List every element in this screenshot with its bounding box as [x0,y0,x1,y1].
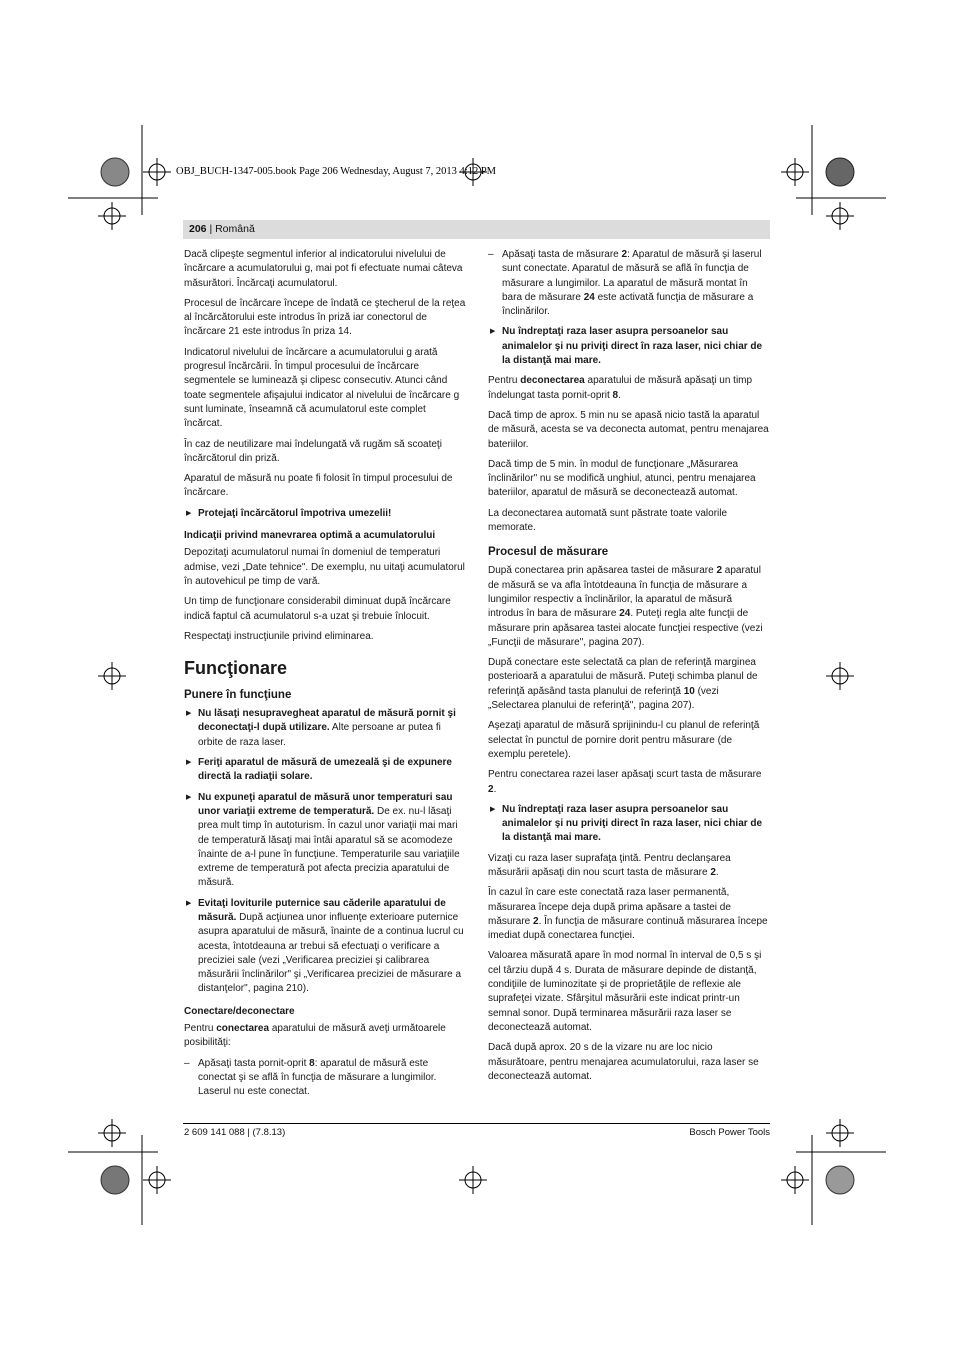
dash-item: – Apăsaţi tasta de măsurare 2: Aparatul de măsură şi laserul sunt conectate. Aparatul de măsură se află în funcţia de măsurare a lungimilor. La aparatul de măsură montat în bara de măsurare 24 este activată funcţia de măsurare a înclinărilor. [488,248,770,319]
header-bar [183,220,770,239]
paragraph: Valoarea măsurată apare în mod normal în interval de 0,5 s şi cel târziu după 4 s. Durata de măsurare depinde de distanţă, condiţiile de luminozitate şi de proprietăţile de reflexie ale suprafeţei vizate. Sfârşitul măsurării este indicat printr-un semnal sonor. După terminarea măsurării raza laser se deconectează automat. [488,950,762,1033]
paragraph: Aparatul de măsură nu poate fi folosit în timpul procesului de încărcare. [184,473,453,499]
paragraph: Dacă timp de 5 min. în modul de funcţionare „Măsurarea înclinărilor" nu se modifică unghiul, atunci, pentru menajarea bateriilor, aparatul de măsură se deconectează automat. [488,458,756,499]
right-column [488,248,770,1090]
left-column [184,248,466,1106]
warning-item: ▶ Nu lăsaţi nesupravegheat aparatul de măsură pornit şi deconectaţi-l după utilizare. Alte persoane ar putea fi orbite de raza laser. [184,707,466,750]
section-subtitle: Procesul de măsurare [488,546,609,559]
paragraph: În cazul în care este conectată raza laser permanentă, măsurarea începe deja după prima apăsare a tastei de măsurare 2. În funcţia de măsurare continuă măsurarea începe imediat după conectarea funcţiei. [488,887,768,942]
paragraph: Indicatorul nivelului de încărcare a acumulatorului g arată progresul încărcării. În timpul procesului de încărcare segmentele se luminează şi clipesc consecutiv. Atunci când toate segmentele afişajului indicator al nivelului de încărcare g sunt luminate, înseamnă că acumulatorul este complet încărcat. [184,346,460,430]
paragraph: Depozitaţi acumulatorul numai în domeniul de temperaturi admise, vezi „Date tehnice". De exemplu, nu uitaţi acumulatorul în autovehicul pe timp de vară. [184,547,465,587]
footer-right: Bosch Power Tools [689,1127,770,1138]
paragraph: După conectarea prin apăsarea tastei de măsurare 2 aparatul de măsură se va afla întotdeauna în funcţia de măsurare a lungimilor respectiv a înclinărilor, la aparatul de măsură introdus în bara de măsurare 24. Puteţi regla alte funcţii de măsurare prin apăsarea tastei alocate funcţiei respective (vezi „Funcţii de măsurare", pagina 207). [488,565,763,648]
paragraph: Dacă după aprox. 20 s de la vizare nu are loc nicio măsurătoare, pentru menajarea acumulatorului, raza laser se deconectează automat. [488,1042,759,1082]
paragraph: Un timp de funcţionare considerabil diminuat după încărcare indică faptul că acumulatorul s-a uzat şi trebuie înlocuit. [184,596,451,622]
subheading: Indicaţii privind manevrarea optimă a acumulatorului [184,530,436,542]
warning-item: ▶ Evitaţi loviturile puternice sau căderile aparatului de măsură. După acţiunea unor influenţe exterioare puternice asupra aparatului de măsură, înainte de a continua lucrul cu acesta, întotdeauna ar trebui să efectuaţi o verificare a preciziei sale (vezi „Verificarea preciziei şi calibrarea măsurării înclinărilor" şi „Verificarea preciziei de măsurare a distanţelor", pagina 210). [184,897,466,997]
footer-left: 2 609 141 088 | (7.8.13) [184,1127,286,1138]
trim-line: OBJ_BUCH-1347-005.book Page 206 Wednesday, August 7, 2013 4:12 PM [176,166,496,177]
page-number: 206 [189,223,207,235]
warning-item: ▶ Nu îndreptaţi raza laser asupra persoanelor sau animalelor şi nu priviţi direct în raza laser, nici chiar de la distanţă mai mare. [488,803,770,846]
warning-item: ▶ Nu îndreptaţi raza laser asupra persoanelor sau animalelor şi nu priviţi direct în raza laser, nici chiar de la distanţă mai mare. [488,325,770,368]
paragraph: Dacă clipeşte segmentul inferior al indicatorului nivelului de încărcare a acumulatorului g, mai pot fi efectuate numai câteva măsurători. Încărcaţi acumulatorul. [184,249,463,289]
section-title: Funcţionare [184,658,288,679]
paragraph: Vizaţi cu raza laser suprafaţa ţintă. Pentru declanşarea măsurării apăsaţi din nou scurt tasta de măsurare 2. [488,852,731,878]
section-subtitle: Punere în funcţiune [184,689,292,702]
paragraph: În caz de neutilizare mai îndelungată vă rugăm să scoateţi încărcătorul din priză. [184,438,442,464]
paragraph: Pentru conectarea aparatului de măsură aveţi următoarele posibilităţi: [184,1023,446,1049]
warning-item: ▶ Nu expuneţi aparatul de măsură unor temperaturi sau unor variaţii extreme de temperatură. De ex. nu-l lăsaţi prea mult timp în autoturism. În cazul unor variaţii mai mari de temperatură lăsaţi mai întâi aparatul să se acomodeze înainte de a-l pune în funcţiune. Temperaturile sau variaţiile extreme de temperatură pot afecta precizia aparatului de măsură. [184,791,466,891]
subheading: Conectare/deconectare [184,1005,295,1017]
paragraph: La deconectarea automată sunt păstrate toate valorile memorate. [488,507,728,534]
paragraph: După conectare este selectată ca plan de referinţă marginea posterioară a aparatului de măsură. Puteţi schimba planul de referinţă apăsând tasta planului de referinţă 10 (vezi „Selectarea planului de referinţă", pagina 207). [488,657,758,712]
paragraph: Procesul de încărcare începe de îndată ce ştecherul de la reţea al încărcătorului este introdus în priză iar conectorul de încărcare 21 este introdus în priza 14. [184,297,466,338]
page-header [189,223,255,235]
paragraph: Aşezaţi aparatul de măsură sprijinindu-l cu planul de referinţă selectat în punctul de pornire dorit pentru măsurare (de exemplu peretele). [488,720,760,760]
paragraph: Pentru conectarea razei laser apăsaţi scurt tasta de măsurare 2. [488,769,762,795]
warning-item: ▶ Protejaţi încărcătorul împotriva umezelii! [184,507,466,521]
paragraph: Pentru deconectarea aparatului de măsură apăsaţi un timp îndelungat tasta pornit-oprit 8. [488,375,753,401]
paragraph: Respectaţi instrucţiunile privind eliminarea. [184,630,374,642]
dash-item: – Apăsaţi tasta pornit-oprit 8: aparatul de măsură este conectat şi se află în funcţia de măsurare a lungimilor. Laserul nu este conectat. [184,1057,466,1100]
warning-item: ▶ Feriţi aparatul de măsură de umezeală şi de expunere directă la radiaţii solare. [184,756,466,785]
footer-rule [183,1123,770,1124]
paragraph: Dacă timp de aprox. 5 min nu se apasă nicio tastă la aparatul de măsură, acesta se va deconecta automat, pentru menajarea bateriilor. [488,409,769,450]
header-language: | Română [209,223,255,235]
